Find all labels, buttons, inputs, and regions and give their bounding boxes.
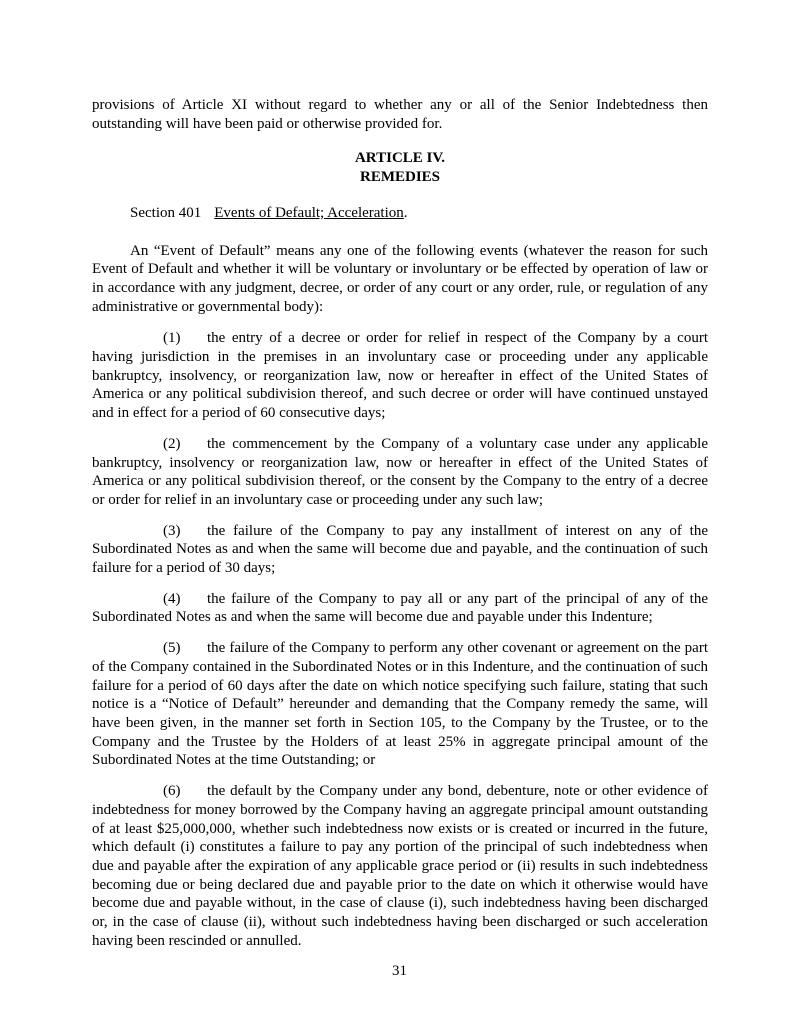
section-title: Events of Default; Acceleration [214,204,404,221]
numbered-paragraph-1 [92,329,708,423]
numbered-paragraph-4 [92,590,708,627]
document-body [92,96,708,962]
item-text: the failure of the Company to pay any installment of interest on any of the Subordinated Notes as and when the same will become due and payable, and the continuation of such failure for a period of 30 days; [92,522,708,577]
article-heading-line1: ARTICLE IV. [354,150,446,167]
item-number: (5) [163,640,181,657]
numbered-paragraph-2 [92,435,708,510]
item-number: (4) [163,590,181,607]
item-number: (6) [163,783,181,800]
article-heading [92,149,708,186]
numbered-paragraph-3 [92,522,708,578]
item-text: the commencement by the Company of a voluntary case under any applicable bankruptcy, insolvency or reorganization law, now or hereafter in effect of the United States of America or any political subdivision thereof, or the consent by the Company to the entry of a decree or order for relief in an involuntary case or proceeding under any such law; [92,435,708,508]
item-text: the entry of a decree or order for relief in respect of the Company by a court having jurisdiction in the premises in an involuntary case or proceeding under any applicable bankruptcy, insolvency, or reorganization law, now or hereafter in effect of the United States of America or any political subdivision thereof, and such decree or order will have continued unstayed and in effect for a period of 60 consecutive days; [92,330,708,422]
item-text: the default by the Company under any bond, debenture, note or other evidence of indebtedness for money borrowed by the Company having an aggregate principal amount outstanding of at least $25,000,000, whether such indebtedness now exists or is created or incurred in the future, which default (i) constitutes a failure to pay any portion of the principal of such indebtedness when due and payable after the expiration of any applicable grace period or (ii) results in such indebtedness becoming due or being declared due and payable prior to the date on which it otherwise would have become due and payable without, in the case of clause (i), such indebtedness having been discharged or, in the case of clause (ii), without such indebtedness having been discharged or such acceleration having been rescinded or annulled. [92,783,708,949]
numbered-paragraph-6 [92,782,708,950]
item-text: the failure of the Company to pay all or any part of the principal of any of the Subordinated Notes as and when the same will become due and payable under this Indenture; [92,590,708,626]
numbered-paragraph-5 [92,639,708,770]
section-heading [92,204,708,223]
item-text: the failure of the Company to perform any other covenant or agreement on the part of the Company contained in the Subordinated Notes or in this Indenture, and the continuation of such failure for a period of 60 days after the date on which notice specifying such failure, stating that such notice is a “Notice of Default” hereunder and demanding that the Company remedy the same, will have been given, in the manner set forth in Section 105, to the Company by the Trustee, or to the Company and the Trustee by the Holders of at least 25% in aggregate principal amount of the Subordinated Notes at the time Outstanding; or [92,640,708,769]
section-number-label: Section 401 [130,204,202,221]
article-heading-line2: REMEDIES [359,169,441,186]
page-number: 31 [392,963,407,979]
intro-paragraph: provisions of Article XI without regard to whether any or all of the Senior Indebtedness then outstanding will have been paid or otherwise provided for. [92,97,708,132]
item-number: (3) [163,522,181,539]
item-number: (2) [163,435,181,452]
item-number: (1) [163,330,181,347]
lead-paragraph: An “Event of Default” means any one of the following events (whatever the reason for such Event of Default and whether it will be voluntary or involuntary or be effected by operation of law or in accordance with any judgment, decree, or order of any court or any order, rule, or regulation of any administrative or governmental body): [92,242,708,315]
section-title-period: . [403,204,408,221]
